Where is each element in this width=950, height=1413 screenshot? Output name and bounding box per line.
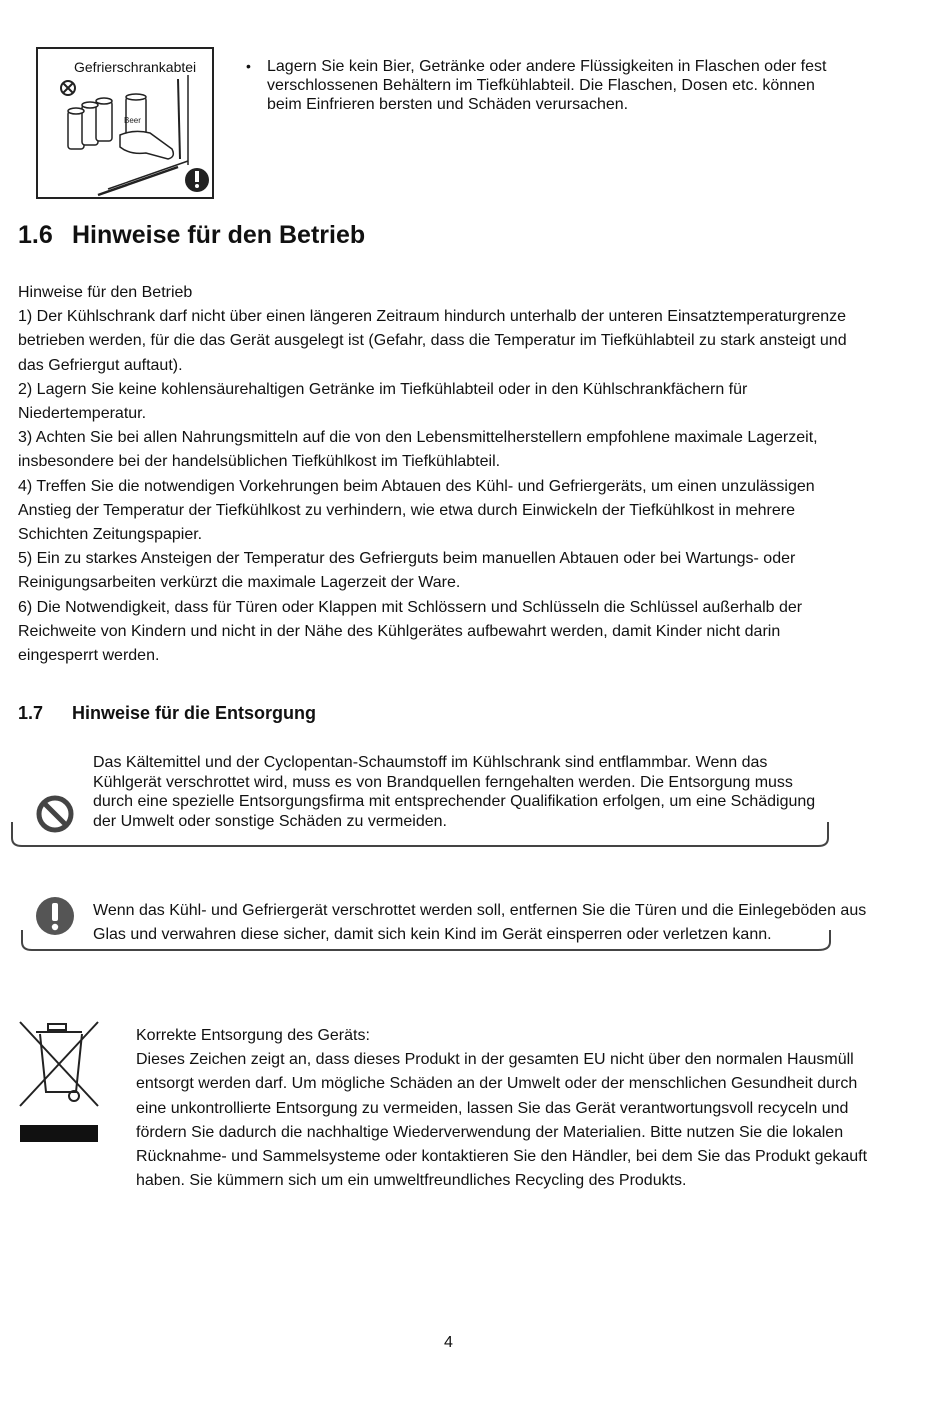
doors-note: Wenn das Kühl- und Gefriergerät verschrottet werden soll, entfernen Sie die Türen und die Einlegeböden aus Glas und verwahren diese sicher, damit sich kein Kind im Gerät einsperren oder verletzen kann. xyxy=(93,902,867,943)
section-1-6-heading xyxy=(18,221,365,250)
list-item: 2) Lagern Sie keine kohlensäurehaltigen Getränke im Tiefkühlabteil oder in den Kühlschrankfächern für Niedertemperatur. xyxy=(18,380,748,423)
list-item: 4) Treffen Sie die notwendigen Vorkehrungen beim Abtauen des Kühl- und Gefriergeräts, um einen unzulässigen Anstieg der Temperatur der Tiefkühlkost zu verhindern, wie etwa durch Einwickeln der Tiefkühlkost in mehrere Schichten Zeitungspapier. xyxy=(18,477,815,544)
section-number: 1.7 xyxy=(18,703,44,723)
list-item: 6) Die Notwendigkeit, dass für Türen oder Klappen mit Schlössern und Schlüsseln die Schlüssel außerhalb der Reichweite von Kindern und nicht in der Nähe des Kühlgerätes aufbewahrt werden, damit Kinder nicht darin eingesperrt werden. xyxy=(18,598,803,665)
note-bracket-2 xyxy=(18,928,836,954)
note-bracket-1 xyxy=(8,820,834,850)
illustration-label: Gefrierschrankabtei xyxy=(74,59,197,75)
section-number: 1.6 xyxy=(18,221,53,249)
freezer-bottles-illustration xyxy=(36,47,214,199)
flammable-note: Das Kältemittel und der Cyclopentan-Schaumstoff im Kühlschrank sind entflammbar. Wenn das Kühlgerät verschrottet wird, muss es von Brandquellen ferngehalten werden. Die Entsorgung muss durch eine spezielle Entsorgungsfirma mit entsprechender Qualifikation erfolgen, um eine Schädigung der Umwelt oder sonstige Schäden zu vermeiden. xyxy=(93,754,816,830)
list-item: 1) Der Kühlschrank darf nicht über einen längeren Zeitraum hindurch unterhalb der unteren Einsatztemperaturgrenze betrieben werden, für die das Gerät ausgelegt ist (Gefahr, dass die Temperatur im Tiefkühlabteil zu stark ansteigt und das Gefriergut auftaut). xyxy=(18,308,847,374)
section-title: Hinweise für die Entsorgung xyxy=(72,703,317,723)
section-intro: Hinweise für den Betrieb xyxy=(18,284,193,301)
section-title: Hinweise für den Betrieb xyxy=(72,221,366,249)
bullet-list xyxy=(246,57,846,114)
crossed-out-wheelie-bin-icon xyxy=(18,1020,102,1144)
bullet-dot-icon: • xyxy=(246,58,251,74)
freezer-bottles-icon xyxy=(38,49,212,197)
bullet-text: Lagern Sie kein Bier, Getränke oder andere Flüssigkeiten in Flaschen oder fest verschlossenen Behältern im Tiefkühlabteil. Die Flaschen, Dosen etc. können beim Einfrieren bersten und Schäden verursachen. xyxy=(267,58,827,113)
list-item: 5) Ein zu starkes Ansteigen der Temperatur des Gefrierguts beim manuellen Abtauen oder bei Wartungs- oder Reinigungsarbeiten verkürzt die maximale Lagerzeit der Ware. xyxy=(18,550,796,592)
section-1-6-body xyxy=(18,281,848,668)
page-number: 4 xyxy=(444,1334,453,1351)
weee-body: Dieses Zeichen zeigt an, dass dieses Produkt in der gesamten EU nicht über den normalen Hausmüll entsorgt werden darf. Um mögliche Schäden an der Umwelt oder der menschlichen Gesundheit durch eine unkontrollierte Entsorgung zu vermeiden, lassen Sie das Gerät verantwortungsvoll recyceln und fördern Sie dadurch die nachhaltige Wiederverwendung der Materialien. Bitte nutzen Sie die lokalen Rücknahme- und Sammelsysteme oder kontaktieren Sie den Händler, bei dem Sie das Produkt gekauft haben. Sie kümmern sich um ein umweltfreundliches Recycling des Produkts. xyxy=(136,1051,868,1190)
svg-text:Beer: Beer xyxy=(124,116,141,125)
list-item: 3) Achten Sie bei allen Nahrungsmitteln auf die von den Lebensmittelherstellern empfohlene maximale Lagerzeit, insbesondere bei der handelsüblichen Tiefkühlkost im Tiefkühlabteil. xyxy=(18,429,818,471)
weee-heading: Korrekte Entsorgung des Geräts: xyxy=(136,1027,370,1044)
section-1-7-heading xyxy=(18,703,316,724)
weee-text xyxy=(136,1024,876,1193)
